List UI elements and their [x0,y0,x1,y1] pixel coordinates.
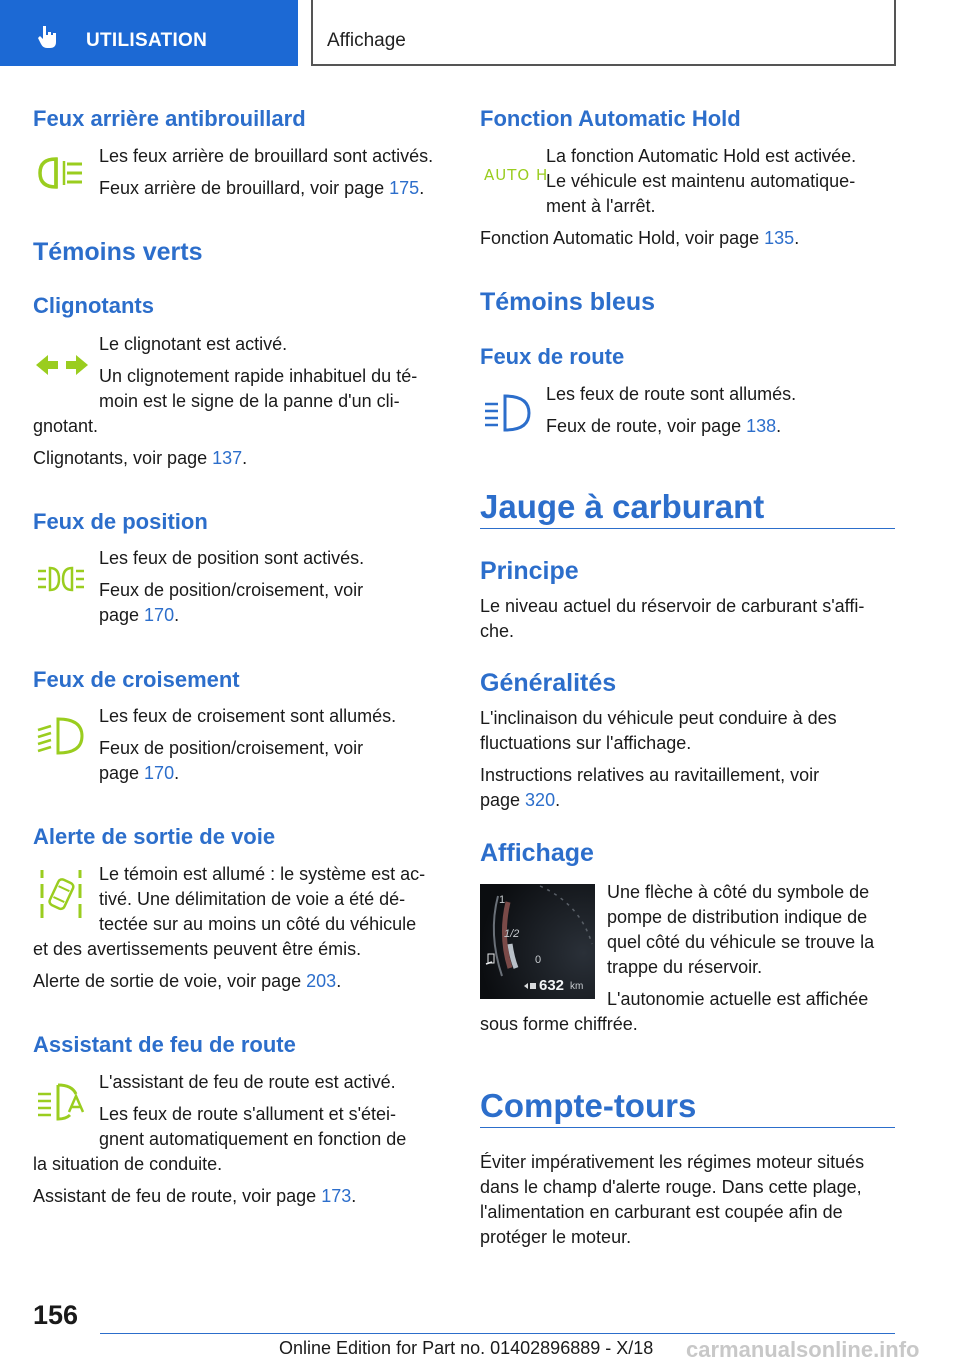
heading-low-beam: Feux de croisement [33,667,240,692]
gauge-one-label: 1 [499,894,506,906]
high-beam-icon [483,393,533,433]
page-header [0,0,960,66]
high-beam-assistant-reference: Assistant de feu de route, voir page 173. [33,1186,357,1206]
fuel-gauge-rule [480,528,895,529]
page-link-203[interactable]: 203 [306,971,337,991]
heading-turn-signals: Clignotants [33,293,154,318]
position-lights-ref-b: page 170. [99,605,180,625]
low-beam-ref-b: page 170. [99,763,180,783]
lane-departure-text-4: et des avertissements peuvent être émis. [33,939,362,959]
page-link-170[interactable]: 170 [144,605,175,625]
low-beam-icon [36,716,86,756]
high-beam-assistant-text-3: gnent automatiquement en fonction de [99,1129,407,1149]
page-link-135[interactable]: 135 [764,228,795,248]
automatic-hold-text-2: Le véhicule est maintenu automatique- [546,171,856,191]
turn-signal-text-2b: moin est le signe de la panne d'un cli- [99,391,400,411]
gauge-zero-label: 0 [535,954,542,966]
turn-signal-reference: Clignotants, voir page 137. [33,448,248,468]
affichage-text-2: pompe de distribution indique de [607,907,868,927]
page-number: 156 [33,1300,79,1330]
high-beam-assistant-text-2: Les feux de route s'allument et s'étei- [99,1104,397,1124]
heading-principe: Principe [480,557,579,585]
heading-high-beam: Feux de route [480,344,625,369]
affichage-text-4: trappe du réservoir. [607,957,763,977]
affichage-text-1: Une flèche à côté du symbole de [607,882,870,902]
page-link-137[interactable]: 137 [212,448,243,468]
lane-departure-text-1: Le témoin est allumé : le système est ac- [99,864,426,884]
fuel-gauge-photo [480,884,595,999]
lane-departure-text-2: tivé. Une délimitation de voie a été dé- [99,889,406,909]
heading-position-lights: Feux de position [33,509,208,534]
heading-lane-departure: Alerte de sortie de voie [33,824,276,849]
tachometer-rule [480,1127,895,1128]
turn-signal-text-2a: Un clignotement rapide inhabituel du té- [99,366,418,386]
footer-rule [100,1333,895,1334]
heading-high-beam-assistant: Assistant de feu de route [33,1032,296,1057]
principe-text-2: che. [480,621,515,641]
turn-signal-text-1: Le clignotant est activé. [99,334,288,354]
turn-signal-text-2c: gnotant. [33,416,99,436]
edition-text: Online Edition for Part no. 01402896889 - X/18 [279,1338,654,1358]
affichage-text-3: quel côté du véhicule se trouve la [607,932,875,952]
heading-green-indicators: Témoins verts [33,238,203,266]
heading-automatic-hold: Fonction Automatic Hold [480,106,741,131]
gauge-range-value: 632 [539,977,565,994]
position-lights-icon [36,565,86,593]
gauge-half-label: 1/2 [504,928,520,940]
automatic-hold-text-3: ment à l'arrêt. [546,196,656,216]
section-tab-label: UTILISATION [86,30,208,51]
tachometer-text-4: protéger le moteur. [480,1227,632,1247]
position-lights-text: Les feux de position sont activés. [99,548,365,568]
affichage-text-5: L'autonomie actuelle est affichée [607,989,869,1009]
generalites-ref-b: page 320. [480,790,561,810]
lane-departure-text-3: tectée sur au moins un côté du véhicule [99,914,417,934]
rear-fog-text: Les feux arrière de brouillard sont activés. [99,146,434,166]
turn-signal-arrows-icon [36,352,88,378]
chapter-tab-label: Affichage [327,30,406,51]
high-beam-assistant-text-1: L'assistant de feu de route est activé. [99,1072,396,1092]
heading-generalites: Généralités [480,669,617,697]
high-beam-reference: Feux de route, voir page 138. [546,416,782,436]
section-tab-utilisation[interactable] [0,0,298,66]
low-beam-ref-a: Feux de position/croisement, voir [99,738,364,758]
page-link-170b[interactable]: 170 [144,763,175,783]
automatic-hold-text-1: La fonction Automatic Hold est activée. [546,146,857,166]
high-beam-assistant-text-4: la situation de conduite. [33,1154,223,1174]
affichage-text-6: sous forme chiffrée. [480,1014,638,1034]
principe-text-1: Le niveau actuel du réservoir de carburant s'affi- [480,596,865,616]
generalites-ref-a: Instructions relatives au ravitaillement, voir [480,765,820,785]
auto-hold-icon: AUTO H [484,166,549,184]
tachometer-text-2: dans le champ d'alerte rouge. Dans cette plage, [480,1177,862,1197]
tachometer-text-1: Éviter impérativement les régimes moteur situés [480,1152,865,1172]
watermark-logo: carmanualsonline.info [686,1337,920,1362]
heading-affichage: Affichage [480,839,594,867]
position-lights-ref-a: Feux de position/croisement, voir [99,580,364,600]
high-beam-assistant-icon [36,1082,86,1122]
page-link-138[interactable]: 138 [746,416,777,436]
lane-departure-reference: Alerte de sortie de voie, voir page 203. [33,971,342,991]
heading-rear-fog: Feux arrière antibrouillard [33,106,306,131]
page-link-173[interactable]: 173 [321,1186,352,1206]
hand-touch-icon [36,24,60,50]
page-link-175[interactable]: 175 [389,178,420,198]
generalites-text-1: L'inclinaison du véhicule peut conduire à des [480,708,837,728]
heading-fuel-gauge: Jauge à carburant [480,488,765,525]
automatic-hold-reference: Fonction Automatic Hold, voir page 135. [480,228,800,248]
lane-departure-icon [38,868,84,920]
heading-blue-indicators: Témoins bleus [480,288,656,316]
heading-tachometer: Compte-tours [480,1087,697,1124]
low-beam-text: Les feux de croisement sont allumés. [99,706,397,726]
gauge-range-unit: km [570,981,584,992]
tachometer-text-3: l'alimentation en carburant est coupée afin de [480,1202,843,1222]
generalites-text-2: fluctuations sur l'affichage. [480,733,692,753]
high-beam-text: Les feux de route sont allumés. [546,384,797,404]
rear-fog-reference: Feux arrière de brouillard, voir page 175. [99,178,425,198]
rear-fog-light-icon [36,155,86,191]
chapter-tab-affichage[interactable] [311,0,896,66]
page-link-320[interactable]: 320 [525,790,556,810]
